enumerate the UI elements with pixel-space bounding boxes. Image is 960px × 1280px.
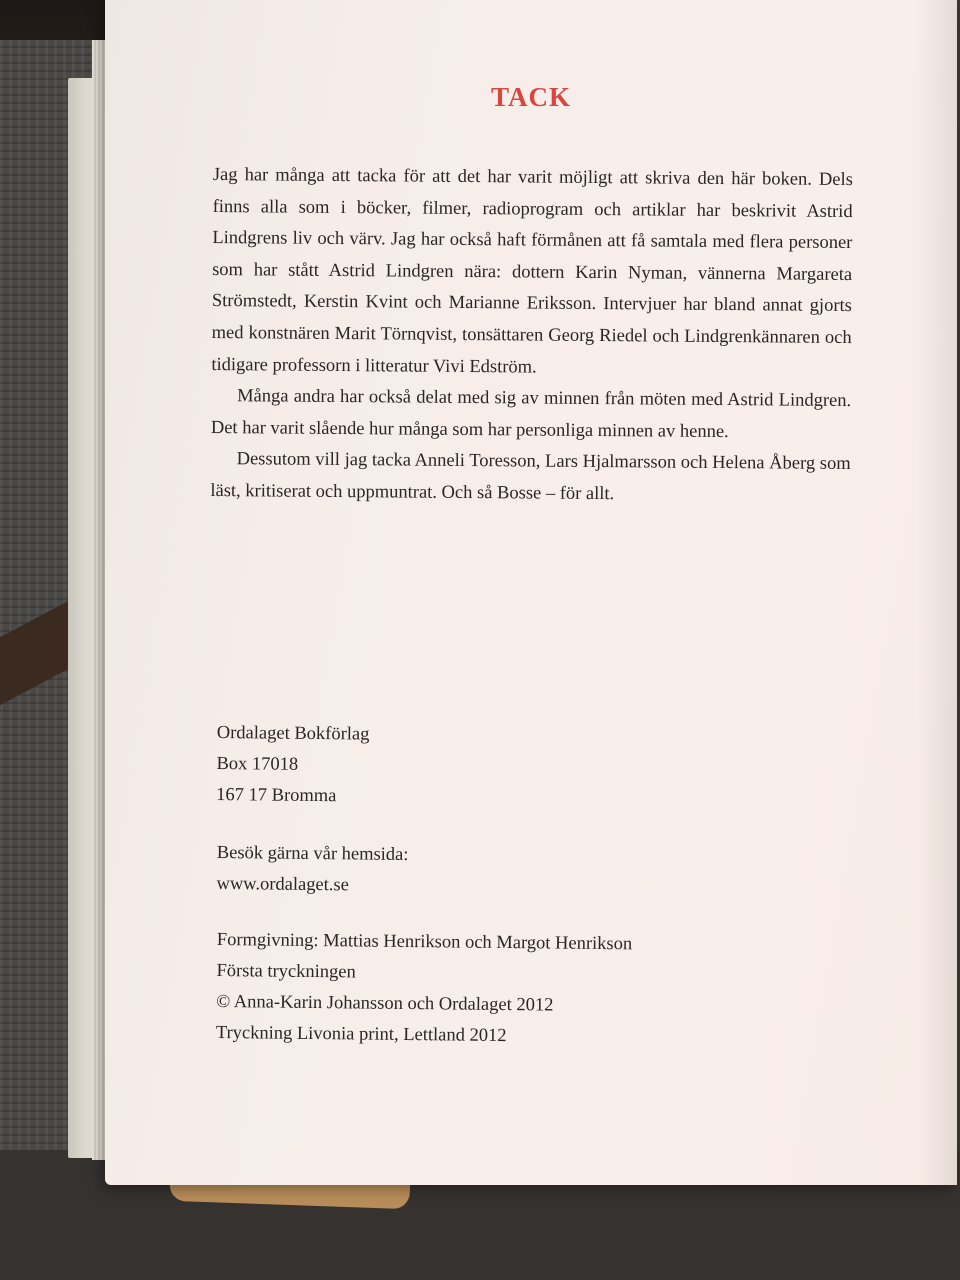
credit-copyright: © Anna-Karin Johansson och Ordalaget 2012 <box>216 991 554 1016</box>
credit-edition: Första tryckningen <box>216 960 356 983</box>
credit-design: Formgivning: Mattias Henrikson och Margot Henrikson <box>216 929 633 955</box>
paragraph: Dessutom vill jag tacka Anneli Toresson, Lars Hjalmarsson och Helena Åberg som läst, kritiserat och uppmuntrat. Och så Bosse – för allt. <box>210 449 851 505</box>
website-prompt: Besök gärna vår hemsida: <box>216 842 409 866</box>
credit-printer: Tryckning Livonia print, Lettland 2012 <box>215 1022 507 1047</box>
publisher-postal: 167 17 Bromma <box>216 784 337 807</box>
publisher-box: Box 17018 <box>216 753 299 775</box>
acknowledgements-text <box>210 160 853 513</box>
publisher-address <box>216 718 817 817</box>
website-block <box>216 838 817 906</box>
website-url: www.ordalaget.se <box>216 873 349 896</box>
publisher-name: Ordalaget Bokförlag <box>216 722 370 745</box>
book-page <box>105 0 957 1185</box>
credits-block <box>216 925 817 1055</box>
paragraph: Jag har många att tacka för att det har varit möjligt att skriva den här boken. Dels finns alla som i böcker, filmer, radioprogram och artiklar har beskrivit Astrid Lindgrens liv och värv. Jag har också haft förmånen att få samtala med flera personer som har stått Astrid Lindgren nära: dottern Karin Nyman, vännerna Margareta Strömstedt, Kerstin Kvint och Marianne Eriksson. Intervjuer har bland annat gjorts med konstnären Marit Törnqvist, tonsättaren Georg Riedel och Lindgrenkännaren och tidigare professorn i litteratur Vivi Edström. <box>211 164 853 378</box>
paragraph: Många andra har också delat med sig av minnen från möten med Astrid Lindgren. Det har varit slående hur många som har personliga minnen av henne. <box>210 386 852 442</box>
page-title: TACK <box>490 82 571 112</box>
